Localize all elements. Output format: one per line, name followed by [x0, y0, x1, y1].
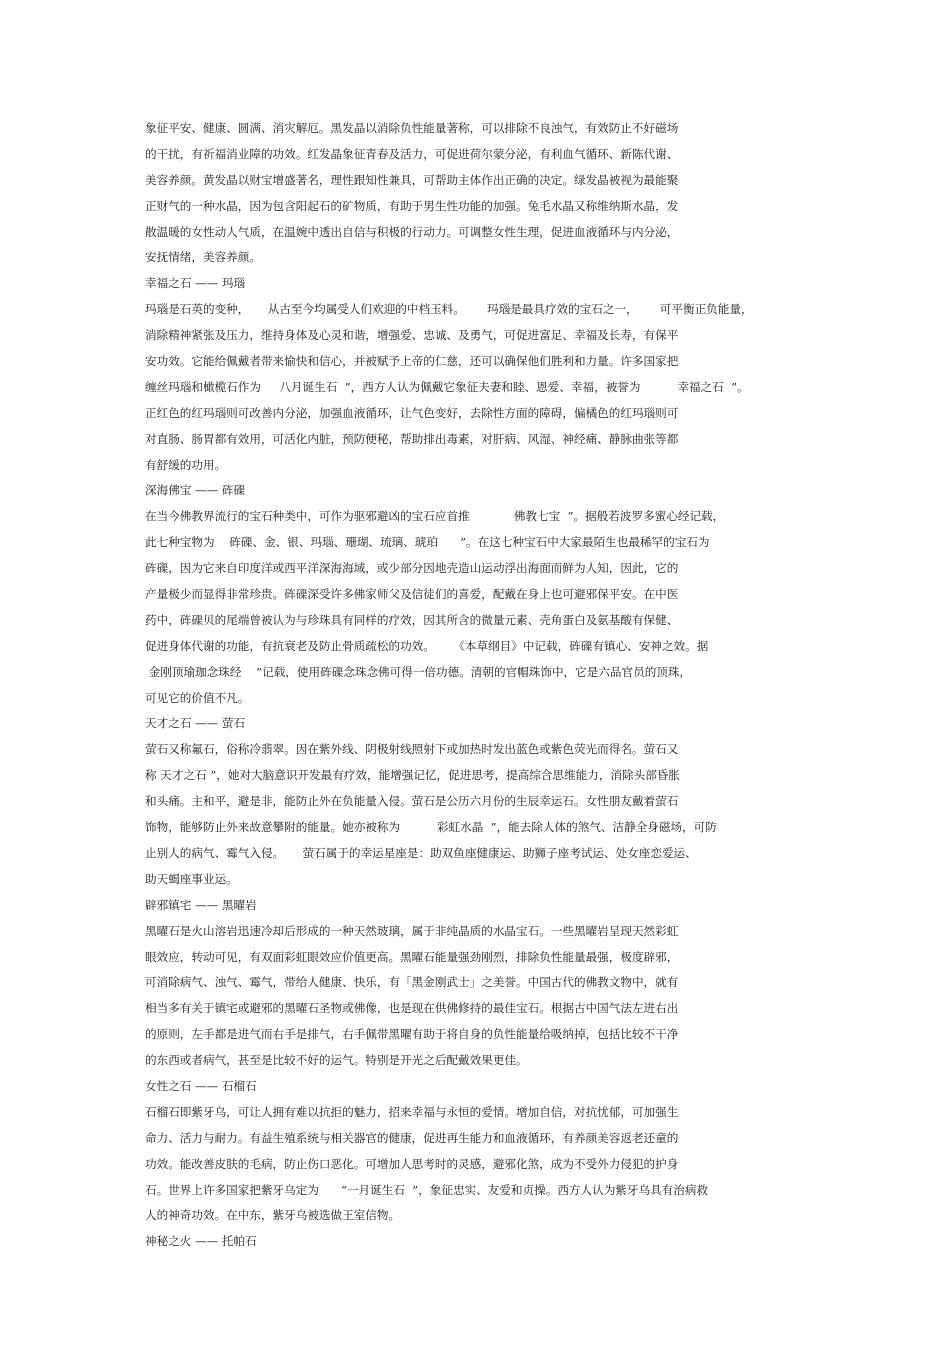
text-line: 助天蝎座事业运。 — [145, 871, 238, 886]
text-line: 安功效。它能给佩戴者带来愉快和信心，并被赋予上帝的仁慈，还可以确保他们胜利和力量。许多国家把 — [145, 354, 679, 369]
text-line: 石榴石即紫牙乌，可让人拥有难以抗拒的魅力，招来幸福与永恒的爱情。增加自信，对抗忧郁，可加强生 — [145, 1104, 679, 1119]
text-line: 止别人的病气、霉气入侵。 萤石属于的幸运星座是：助双鱼座健康运、助狮子座考试运、处女座恋爱运、 — [145, 845, 697, 860]
text-line: 美容养颜。黄发晶以财宝增盛著名，理性跟知性兼具，可帮助主体作出正确的决定。绿发晶被视为最能聚 — [145, 172, 679, 187]
text-line: 散温暖的女性动人气质，在温婉中透出自信与积极的行动力。可调整女性生理，促进血液循环与内分泌， — [145, 224, 679, 239]
text-line: 的东西或者病气，甚至是比较不好的运气。特别是开光之后配戴效果更佳。 — [145, 1053, 528, 1068]
text-line: 女性之石 —— 石榴石 — [145, 1078, 257, 1093]
text-line: 正财气的一种水晶，因为包含阳起石的矿物质，有助于男生性功能的加强。兔毛水晶又称维纳斯水晶，发 — [145, 198, 679, 213]
text-line: 砗磲，因为它来自印度洋或西平洋深海海域，或少部分因地壳造山运动浮出海面而鲜为人知，因此，它的 — [145, 561, 679, 576]
text-line: 眼效应，转动可见，有双面彩虹眼效应价值更高。黑曜石能量强劲刚烈，排除负性能量最强，极度辟邪， — [145, 949, 679, 964]
text-line: 可见它的价值不凡。 — [145, 690, 250, 705]
text-line: 玛瑙是石英的变种， 从古至今均属受人们欢迎的中档玉料。 玛瑙是最具疗效的宝石之一， 可平衡正负能量， — [145, 302, 753, 317]
text-line: 象征平安、健康、圆满、消灾解厄。黑发晶以消除负性能量著称，可以排除不良浊气，有效防止不好磁场 — [145, 121, 679, 135]
text-line: 幸福之石 —— 玛瑙 — [145, 276, 246, 291]
text-line: 功效。能改善皮肤的毛病，防止伤口恶化。可增加人思考时的灵感，避邪化煞，成为不受外力侵犯的护身 — [145, 1156, 679, 1171]
text-line: 金刚顶瑜珈念珠经 ”记载，使用砗磲念珠念佛可得一倍功德。清朝的官帽珠饰中，它是六品官员的顶珠， — [145, 664, 692, 679]
text-line: 辟邪镇宅 —— 黑曜岩 — [145, 897, 257, 912]
text-line: 和头痛。主和平，避是非，能防止外在负能量入侵。萤石是公历六月份的生辰幸运石。女性朋友戴着萤石 — [145, 794, 679, 809]
text-line: 人的神奇功效。在中东，紫牙乌被选做王室信物。 — [145, 1208, 401, 1223]
text-line: 可消除病气、浊气、霉气，带给人健康、快乐，有「黑金刚武士」之美誉。中国古代的佛教文物中，就有 — [145, 975, 679, 990]
text-line: 黑曜石是火山溶岩迅速冷却后形成的一种天然玻璃，属于非纯晶质的水晶宝石。一些黑曜岩呈现天然彩虹 — [145, 923, 679, 938]
text-line: 药中，砗磲贝的尾端曾被认为与珍珠具有同样的疗效，因其所含的微量元素、壳角蛋白及氨基酸有保健、 — [145, 612, 679, 627]
text-line: 萤石又称氟石，俗称冷翡翠。因在紫外线、阴极射线照射下或加热时发出蓝色或紫色荧光而得名。萤石又 — [145, 742, 679, 757]
text-line: 安抚情绪，美容养颜。 — [145, 250, 261, 265]
text-line: 的原则，左手都是进气而右手是排气，右手佩带黑曜有助于将自身的负性能量给吸纳掉，包括比较不干净 — [145, 1027, 679, 1042]
text-line: 促进身体代谢的功能，有抗衰老及防止骨质疏松的功效。 《本草纲目》中记载，砗磲有镇心、安神之效。据 — [145, 638, 709, 653]
text-line: 石。世界上许多国家把紫牙乌定为 “一月诞生石 ”，象征忠实、友爱和贞操。西方人认为紫牙乌具有治病救 — [145, 1182, 709, 1197]
text-line: 称 天才之石 ”，她对大脑意识开发最有疗效，能增强记忆，促进思考，提高综合思维能力，消除头部昏胀 — [145, 768, 681, 783]
text-line: 天才之石 —— 萤石 — [145, 716, 246, 731]
text-line: 此七种宝物为 砗磲、金、银、玛瑙、珊瑚、琉璃、琥珀 ”。在这七种宝石中大家最陌生也最稀罕的宝石为 — [145, 535, 710, 550]
document-body — [145, 116, 825, 1255]
text-line: 消除精神紧张及压力，维持身体及心灵和谐，增强爱、忠诚、及勇气，可促进富足、幸福及长寿，有保平 — [145, 328, 679, 343]
text-line: 在当今佛教界流行的宝石种类中，可作为驱邪避凶的宝石应首推 佛教七宝 ”。据般若波罗多蜜心经记载， — [145, 509, 725, 524]
text-line: 对直肠、肠胃都有效用，可活化内脏，预防便秘，帮助排出毒素，对肝病、风湿、神经痛、静脉曲张等都 — [145, 431, 679, 446]
text-line: 正红色的红玛瑙则可改善内分泌，加强血液循环，让气色变好，去除性方面的障碍，偏橘色的红玛瑙则可 — [145, 405, 679, 420]
text-line: 饰物，能够防止外来故意攀附的能量。她亦被称为 彩虹水晶 ”，能去除人体的煞气、洁静全身磁场，可防 — [145, 820, 717, 835]
text-line: 相当多有关于镇宅或避邪的黑曜石圣物或佛像，也是现在供佛修持的最佳宝石。根据古中国气法左进右出 — [145, 1001, 679, 1016]
text-line: 深海佛宝 —— 砗磲 — [145, 483, 246, 498]
text-line: 的干扰，有祈福消业障的功效。红发晶象征青春及活力，可促进荷尔蒙分泌，有利血气循环、新陈代谢、 — [145, 146, 679, 161]
text-line: 缠丝玛瑙和橄榄石作为 八月诞生石 ”，西方人认为佩戴它象征夫妻和睦、恩爱、幸福，被誉为 幸福之石 ”。 — [145, 379, 749, 394]
text-line: 神秘之火 —— 托帕石 — [145, 1234, 257, 1249]
text-line: 命力、活力与耐力。有益生殖系统与相关器官的健康，促进再生能力和血液循环，有养颜美容返老还童的 — [145, 1130, 679, 1145]
text-line: 有舒缓的功用。 — [145, 457, 227, 472]
text-line: 产量极少而显得非常珍贵。砗磲深受许多佛家师父及信徒们的喜爱，配戴在身上也可避邪保平安。在中医 — [145, 587, 679, 602]
